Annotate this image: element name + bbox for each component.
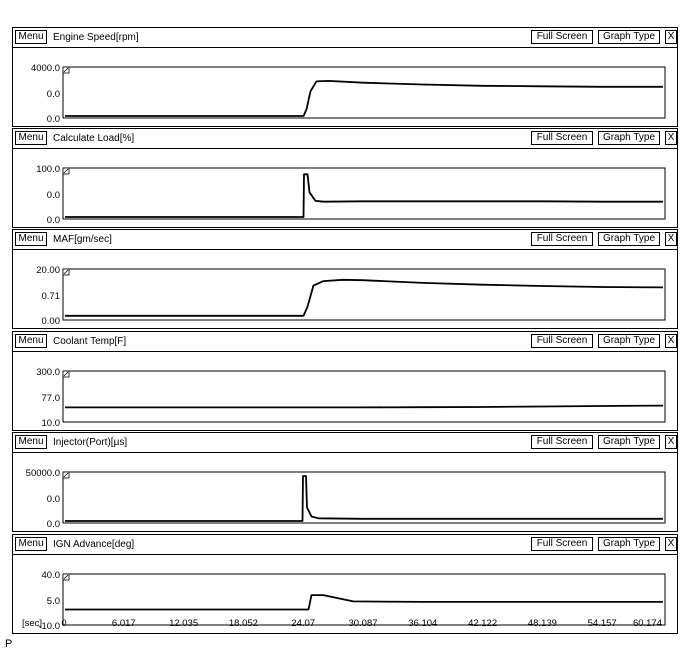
panel-header [13,535,677,555]
y-axis-min-label: 0.0 [46,215,60,226]
close-button[interactable]: X [665,537,677,551]
panel-title: IGN Advance[deg] [53,539,135,550]
close-button[interactable]: X [665,435,677,449]
panel-title: Injector(Port)[μs] [53,437,128,448]
y-axis-max-label: 40.0 [41,570,60,581]
graph-type-button[interactable]: Graph Type [598,131,660,145]
time-tick-label: 6.017 [111,618,136,629]
y-axis-min-label: 0.0 [46,114,60,125]
menu-button[interactable]: Menu [15,131,47,145]
time-tick-label: 42.122 [468,618,498,629]
full-screen-button[interactable]: Full Screen [531,334,593,348]
time-tick-label: 18.052 [228,618,258,629]
plot-svg [13,453,679,533]
y-axis-mid-label: 77.0 [41,393,60,404]
y-axis-min-label: 0.0 [46,519,60,530]
y-axis-min-label: 10.0 [41,418,60,429]
y-axis-mid-label: 0.71 [41,291,60,302]
close-button[interactable]: X [665,30,677,44]
graph-panel [12,27,678,127]
time-tick-label: 36.104 [408,618,438,629]
y-axis-mid-label: 5.0 [46,596,60,607]
y-axis-mid-label: 0.0 [46,494,60,505]
menu-button[interactable]: Menu [15,232,47,246]
time-tick-label: 54.157 [587,618,617,629]
time-axis [12,615,678,631]
graph-type-button[interactable]: Graph Type [598,537,660,551]
panel-header [13,230,677,250]
full-screen-button[interactable]: Full Screen [531,131,593,145]
plot-area [13,48,679,128]
figure-code-label: P [5,638,13,650]
panel-title: MAF[gm/sec] [53,234,112,245]
full-screen-button[interactable]: Full Screen [531,537,593,551]
time-tick-label: 12.035 [169,618,199,629]
graph-type-button[interactable]: Graph Type [598,30,660,44]
y-axis-max-label: 300.0 [36,367,60,378]
plot-svg [13,352,679,432]
time-unit-label: [sec] [21,618,42,629]
y-axis-mid-label: 0.0 [46,89,60,100]
graph-panel [12,432,678,532]
y-axis-max-label: 100.0 [36,164,60,175]
close-button[interactable]: X [665,334,677,348]
time-tick-label: 0 [61,618,67,629]
graph-panel [12,229,678,329]
graph-type-button[interactable]: Graph Type [598,334,660,348]
graph-type-button[interactable]: Graph Type [598,232,660,246]
plot-area [13,352,679,432]
plot-area [13,250,679,330]
time-axis-svg [12,615,678,631]
panel-header [13,129,677,149]
plot-area [13,453,679,533]
panel-title: Coolant Temp[F] [53,336,127,347]
graph-type-button[interactable]: Graph Type [598,435,660,449]
plot-frame [63,168,665,219]
graph-panel [12,128,678,228]
full-screen-button[interactable]: Full Screen [531,435,593,449]
plot-frame [63,67,665,118]
panel-header [13,28,677,48]
menu-button[interactable]: Menu [15,334,47,348]
panel-title: Calculate Load[%] [53,133,135,144]
plot-frame [63,472,665,523]
plot-frame [63,371,665,422]
y-axis-max-label: 50000.0 [25,468,60,479]
time-tick-label: 30.087 [348,618,378,629]
panel-title: Engine Speed[rpm] [53,32,139,43]
y-axis-max-label: 20.00 [36,265,60,276]
panel-header [13,332,677,352]
time-tick-label: 60.174 [632,618,662,629]
y-axis-max-label: 4000.0 [30,63,60,74]
panel-header [13,433,677,453]
menu-button[interactable]: Menu [15,30,47,44]
plot-svg [13,250,679,330]
plot-svg [13,149,679,229]
menu-button[interactable]: Menu [15,435,47,449]
full-screen-button[interactable]: Full Screen [531,232,593,246]
plot-frame [63,269,665,320]
full-screen-button[interactable]: Full Screen [531,30,593,44]
time-tick-label: 48.139 [527,618,557,629]
close-button[interactable]: X [665,232,677,246]
y-axis-min-label: 0.00 [41,316,60,327]
time-tick-label: 24.07 [291,618,316,629]
graph-panel [12,331,678,431]
plot-area [13,149,679,229]
close-button[interactable]: X [665,131,677,145]
y-axis-min-label: -10.0 [38,621,60,632]
y-axis-mid-label: 0.0 [46,190,60,201]
menu-button[interactable]: Menu [15,537,47,551]
plot-svg [13,48,679,128]
